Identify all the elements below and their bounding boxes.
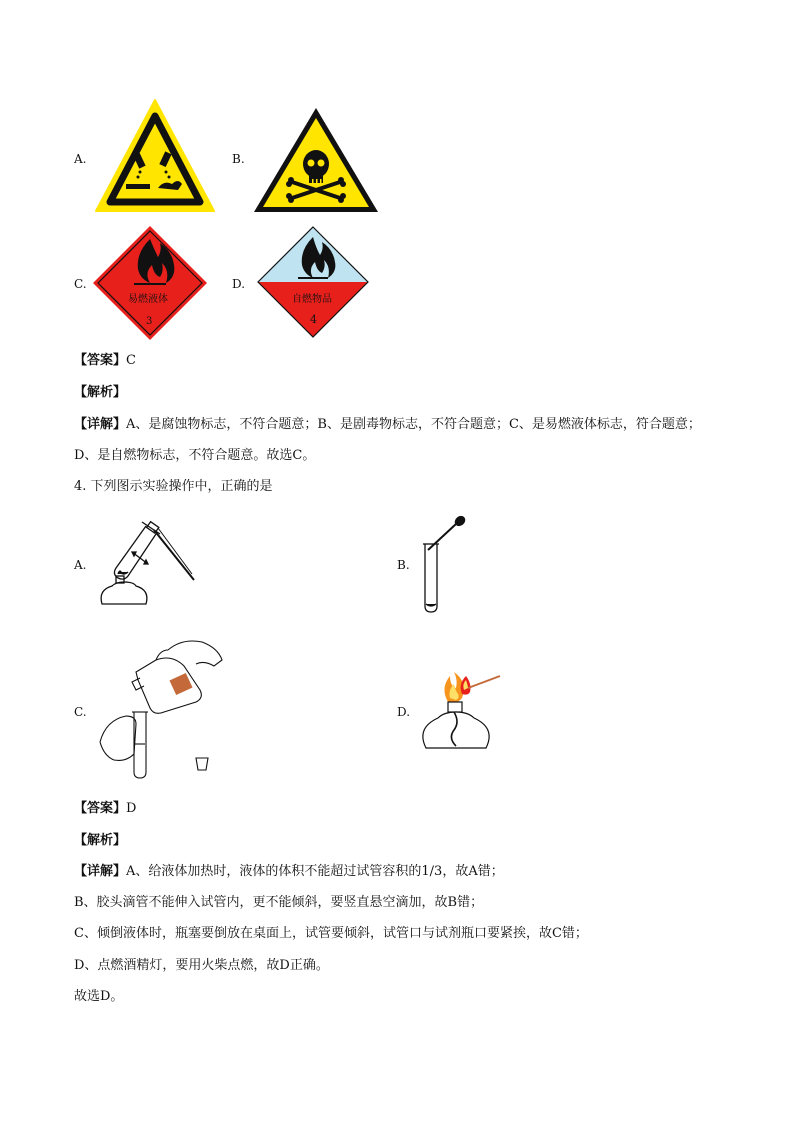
option-b-letter: B. (232, 152, 245, 166)
q4-detail-text: A、给液体加热时，液体的体积不能超过试管容积的1/3，故A错； (126, 864, 504, 879)
answer-value: C (126, 353, 136, 368)
q3-detail-line1 (74, 416, 701, 434)
q4-analysis-label (74, 832, 126, 850)
flammable-class-number: 3 (146, 316, 153, 327)
q4-question: 4. 下列图示实验操作中，正确的是 (74, 479, 273, 494)
heating-test-tube-illustration (98, 516, 198, 616)
option-c-letter: C. (74, 277, 87, 291)
q4-conclusion: 故选D。 (74, 989, 124, 1004)
q4-detail-line2: B、胶头滴管不能伸入试管内，更不能倾斜，要竖直悬空滴加，故B错； (74, 895, 484, 910)
q3-analysis-label (74, 384, 126, 402)
q4-option-a-letter: A. (74, 558, 87, 572)
q4-detail-label: 【详解】 (74, 864, 127, 879)
q3-answer-line (74, 352, 136, 370)
q4-detail-line3: C、倾倒液体时，瓶塞要倒放在桌面上，试管要倾斜，试管口与试剂瓶口要紧挨，故C错； (74, 926, 588, 941)
pouring-liquid-illustration (96, 632, 228, 782)
spontaneous-class-number: 4 (310, 313, 317, 326)
option-a-letter: A. (74, 152, 87, 166)
detail-text: A、是腐蚀物标志，不符合题意；B、是剧毒物标志，不符合题意；C、是易燃液体标志，符合题意； (126, 417, 701, 432)
option-d-letter: D. (232, 277, 246, 291)
corrosive-sign-icon (94, 98, 216, 214)
q4-analysis-text: 【解析】 (74, 833, 127, 848)
q3-detail-line2: D、是自燃物标志，不符合题意。故选C。 (74, 448, 316, 463)
lighting-alcohol-lamp-illustration (418, 668, 508, 760)
q4-option-c-letter: C. (74, 705, 87, 719)
flammable-liquid-label: 易燃液体 (128, 294, 168, 305)
analysis-label: 【解析】 (74, 385, 127, 400)
q4-option-d-letter: D. (397, 705, 411, 719)
q4-answer-line (74, 800, 136, 818)
dropper-in-test-tube-illustration (420, 514, 470, 614)
q4-option-b-letter: B. (397, 558, 410, 572)
detail-label: 【详解】 (74, 417, 127, 432)
q4-answer-label: 【答案】 (74, 801, 127, 816)
toxic-sign-icon (252, 106, 380, 214)
answer-label: 【答案】 (74, 353, 127, 368)
q4-answer-value: D (126, 801, 137, 816)
spontaneous-combustion-label: 自燃物品 (292, 294, 332, 305)
q4-detail-line1 (74, 863, 504, 881)
q4-detail-line4: D、点燃酒精灯，要用火柴点燃，故D正确。 (74, 958, 329, 973)
